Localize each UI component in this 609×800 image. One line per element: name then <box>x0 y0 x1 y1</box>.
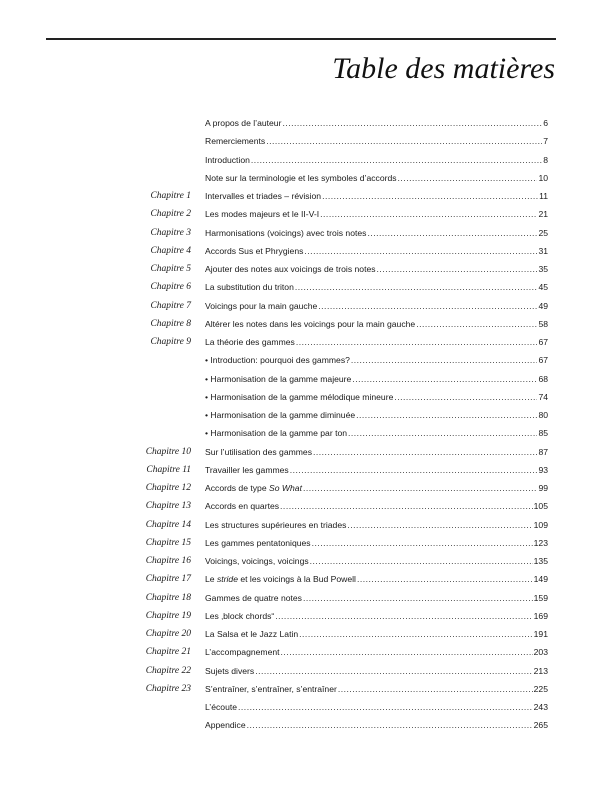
toc-entry-line <box>205 224 548 242</box>
chapter-number: Chapitre 17 <box>145 574 191 585</box>
chapter-number: Chapitre 16 <box>145 556 191 566</box>
entry-title: La théorie des gammes <box>205 337 295 347</box>
toc-entry-line <box>205 716 548 734</box>
chapter-number: Chapitre 19 <box>145 610 191 621</box>
entry-title: L’accompagnement <box>205 647 280 658</box>
toc-entry <box>0 479 609 497</box>
page-number: 74 <box>538 391 548 402</box>
page-number: 80 <box>538 410 548 420</box>
toc-entry-line <box>205 260 548 278</box>
dot-leader <box>266 132 542 150</box>
toc-entry-line <box>205 278 548 296</box>
toc-entry-line <box>205 552 548 570</box>
entry-title: Note sur la terminologie et les symboles d’accords <box>205 172 397 183</box>
toc-entry <box>0 205 609 223</box>
toc-entry <box>0 370 609 388</box>
page-number: 8 <box>543 154 548 165</box>
dot-leader <box>416 315 537 333</box>
toc-entry <box>0 151 609 169</box>
dot-leader <box>352 370 537 388</box>
toc-entry-line <box>205 424 548 442</box>
chapter-number: Chapitre 18 <box>145 592 191 603</box>
toc-entry <box>0 570 609 588</box>
dot-leader <box>312 534 533 552</box>
entry-title: Travailler les gammes <box>205 464 289 475</box>
chapter-number: Chapitre 23 <box>145 683 191 694</box>
toc-entry <box>0 534 609 552</box>
toc-entry-line <box>205 351 548 369</box>
page-number: 203 <box>533 647 548 658</box>
dot-leader <box>310 552 533 570</box>
dot-leader <box>247 716 533 734</box>
page-number: 11 <box>539 191 548 201</box>
dot-leader <box>320 205 537 223</box>
page-number: 25 <box>538 227 548 238</box>
toc-entry <box>0 680 609 698</box>
entry-title: Introduction <box>205 154 250 165</box>
chapter-number: Chapitre 20 <box>145 629 191 639</box>
entry-title: Les structures supérieures en triades <box>205 519 347 530</box>
entry-title: Les modes majeurs et le II-V-I <box>205 209 320 220</box>
toc-entry <box>0 552 609 570</box>
chapter-number: Chapitre 22 <box>145 665 191 676</box>
entry-title: Voicings pour la main gauche <box>205 300 318 311</box>
entry-title: Altérer les notes dans les voicings pour la main gauche <box>205 318 416 329</box>
toc-entry-line <box>205 516 548 534</box>
toc-entry-line <box>205 297 548 315</box>
toc-entry-line <box>205 662 548 680</box>
toc-entry-line <box>205 643 548 661</box>
toc-entry-line <box>205 151 548 169</box>
chapter-number: Chapitre 2 <box>150 209 191 220</box>
page-number: 149 <box>533 574 548 585</box>
dot-leader <box>275 607 532 625</box>
toc-entry-line <box>205 205 548 223</box>
entry-title: • Harmonisation de la gamme diminuée <box>205 410 356 420</box>
dot-leader <box>303 589 533 607</box>
page-number: 169 <box>533 610 548 621</box>
page-number: 243 <box>533 702 548 712</box>
page-number: 85 <box>538 428 548 439</box>
page-number: 225 <box>533 683 548 694</box>
page-number: 31 <box>538 245 548 256</box>
toc-entry-line <box>205 406 548 424</box>
chapter-number: Chapitre 5 <box>150 264 191 274</box>
dot-leader <box>347 516 532 534</box>
page-number: 109 <box>533 519 548 530</box>
page-number: 93 <box>538 464 548 475</box>
toc-entry <box>0 516 609 534</box>
chapter-number: Chapitre 14 <box>145 519 191 530</box>
chapter-number: Chapitre 11 <box>146 464 191 475</box>
entry-title: Appendice <box>205 720 246 731</box>
entry-title: S’entraîner, s’entraîner, s’entraîner <box>205 683 337 694</box>
page-number: 6 <box>543 118 548 128</box>
dot-leader <box>348 424 537 442</box>
dot-leader <box>251 151 542 169</box>
chapter-number: Chapitre 3 <box>150 227 191 238</box>
dot-leader <box>377 260 538 278</box>
page-number: 213 <box>533 665 548 676</box>
toc-entry-line <box>205 333 548 351</box>
toc-entry-line <box>205 114 548 132</box>
chapter-number: Chapitre 4 <box>150 245 191 256</box>
page-number: 58 <box>538 318 548 329</box>
entry-title: L’écoute <box>205 702 238 712</box>
toc-entry <box>0 114 609 132</box>
chapter-number: Chapitre 12 <box>145 483 191 493</box>
chapter-number: Chapitre 10 <box>145 446 191 457</box>
entry-title: Le stride et les voicings à la Bud Powell <box>205 574 356 585</box>
page-number: 67 <box>538 337 548 347</box>
toc-entry <box>0 406 609 424</box>
toc-entry <box>0 260 609 278</box>
toc-entry-line <box>205 388 548 406</box>
entry-title: A propos de l’auteur <box>205 118 282 128</box>
page-number: 49 <box>538 300 548 311</box>
entry-title: La substitution du triton <box>205 282 294 293</box>
entry-title: Accords en quartes <box>205 501 280 512</box>
entry-title: • Harmonisation de la gamme par ton <box>205 428 348 439</box>
toc-entry-line <box>205 242 548 260</box>
toc-entry-line <box>205 607 548 625</box>
toc-entry-line <box>205 625 548 643</box>
page-number: 159 <box>533 592 548 603</box>
entry-title: Voicings, voicings, voicings <box>205 556 309 566</box>
page-number: 123 <box>533 537 548 548</box>
dot-leader <box>357 570 533 588</box>
chapter-number: Chapitre 21 <box>145 647 191 658</box>
page-number: 105 <box>533 501 548 512</box>
entry-title: Gammes de quatre notes <box>205 592 302 603</box>
dot-leader <box>303 479 537 497</box>
toc-entry <box>0 424 609 442</box>
dot-leader <box>394 388 537 406</box>
toc-entry-line <box>205 589 548 607</box>
toc-entry-line <box>205 132 548 150</box>
toc-entry-line <box>205 315 548 333</box>
entry-title: La Salsa et le Jazz Latin <box>205 629 299 639</box>
entry-title: Harmonisations (voicings) avec trois notes <box>205 227 367 238</box>
page-number: 135 <box>533 556 548 566</box>
toc-entry <box>0 169 609 187</box>
page-number: 45 <box>538 282 548 293</box>
entry-title: Intervalles et triades – révision <box>205 191 322 201</box>
dot-leader <box>282 114 542 132</box>
page-number: 7 <box>543 136 548 147</box>
dot-leader <box>398 169 538 187</box>
dot-leader <box>280 497 533 515</box>
toc-entry <box>0 443 609 461</box>
header-rule <box>46 38 556 40</box>
chapter-number: Chapitre 7 <box>150 300 191 311</box>
toc-entry-line <box>205 370 548 388</box>
dot-leader <box>318 297 537 315</box>
toc-entry-line <box>205 169 548 187</box>
page-number: 67 <box>538 355 548 366</box>
dot-leader <box>351 351 538 369</box>
entry-title: Sur l’utilisation des gammes <box>205 446 312 457</box>
dot-leader <box>322 187 538 205</box>
toc-entry <box>0 625 609 643</box>
page-title: Table des matières <box>332 52 555 85</box>
entry-title: • Harmonisation de la gamme mélodique mineure <box>205 391 394 402</box>
entry-title: Sujets divers <box>205 665 255 676</box>
chapter-number: Chapitre 6 <box>150 282 191 293</box>
entry-title: Les ‚block chords“ <box>205 610 275 621</box>
toc-entry <box>0 242 609 260</box>
toc-entry <box>0 497 609 515</box>
entry-title: Ajouter des notes aux voicings de trois notes <box>205 264 376 274</box>
dot-leader <box>281 643 533 661</box>
entry-title: Accords Sus et Phrygiens <box>205 245 304 256</box>
entry-title: Accords de type So What <box>205 483 302 493</box>
chapter-number: Chapitre 8 <box>150 318 191 329</box>
toc-entry-line <box>205 479 548 497</box>
toc-entry <box>0 351 609 369</box>
dot-leader <box>255 662 532 680</box>
toc-entry <box>0 132 609 150</box>
toc-entry <box>0 333 609 351</box>
toc-entry-line <box>205 570 548 588</box>
page-number: 68 <box>538 373 548 384</box>
toc-entry <box>0 278 609 296</box>
dot-leader <box>299 625 533 643</box>
toc-entry <box>0 187 609 205</box>
toc-entry-line <box>205 698 548 716</box>
dot-leader <box>238 698 533 716</box>
toc-entry <box>0 643 609 661</box>
toc-entry-line <box>205 680 548 698</box>
page-number: 99 <box>538 483 548 493</box>
dot-leader <box>367 224 537 242</box>
toc-entry-line <box>205 497 548 515</box>
toc-entry <box>0 388 609 406</box>
entry-title: • Introduction: pourquoi des gammes? <box>205 355 350 366</box>
toc-entry <box>0 716 609 734</box>
toc-entry-line <box>205 187 548 205</box>
entry-title: Remerciements <box>205 136 266 147</box>
dot-leader <box>290 461 538 479</box>
chapter-number: Chapitre 1 <box>150 191 191 201</box>
toc-entry-line <box>205 443 548 461</box>
dot-leader <box>296 333 538 351</box>
page-number: 87 <box>538 446 548 457</box>
dot-leader <box>313 443 537 461</box>
chapter-number: Chapitre 9 <box>150 337 191 347</box>
page-number: 35 <box>538 264 548 274</box>
toc-entry <box>0 607 609 625</box>
page-number: 265 <box>533 720 548 731</box>
toc-entry <box>0 589 609 607</box>
dot-leader <box>338 680 533 698</box>
toc-entry <box>0 662 609 680</box>
page-number: 191 <box>533 629 548 639</box>
chapter-number: Chapitre 15 <box>145 537 191 548</box>
toc-entry <box>0 297 609 315</box>
entry-title: • Harmonisation de la gamme majeure <box>205 373 352 384</box>
page-number: 21 <box>538 209 548 220</box>
toc-entry <box>0 461 609 479</box>
toc-entry <box>0 224 609 242</box>
toc-entry <box>0 698 609 716</box>
dot-leader <box>356 406 537 424</box>
entry-title: Les gammes pentatoniques <box>205 537 311 548</box>
page-number: 10 <box>538 172 548 183</box>
toc-entry-line <box>205 534 548 552</box>
toc-entry-line <box>205 461 548 479</box>
dot-leader <box>295 278 538 296</box>
toc-entry <box>0 315 609 333</box>
dot-leader <box>304 242 537 260</box>
chapter-number: Chapitre 13 <box>145 501 191 512</box>
